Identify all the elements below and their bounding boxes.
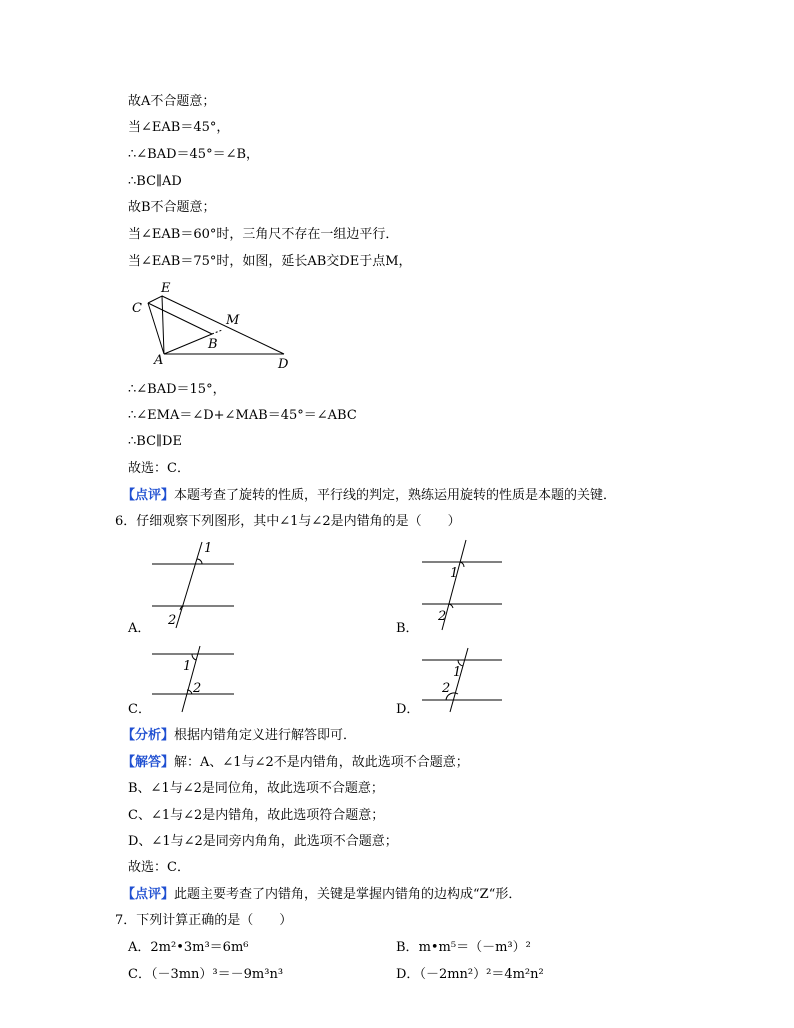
q6-analysis [122, 726, 356, 746]
after-figure-line-3: ∴BC∥DE [128, 434, 182, 449]
analysis-text: 根据内错角定义进行解答即可． [174, 728, 357, 743]
q7-a-text: 2m²•3m³＝6m⁶ [150, 940, 249, 955]
comment-prev [122, 486, 616, 506]
q7-d-text: （－2mn²）²＝4m²n² [419, 967, 544, 982]
q6-option-a-figure [150, 538, 240, 630]
solution-line-1: 故A不合题意； [128, 94, 216, 109]
q6-comment-tag: 【点评】 [122, 887, 175, 902]
answer-line-4: D、∠1与∠2是同旁内角角，此选项不合题意； [128, 834, 398, 849]
q6-option-d[interactable]: D． [396, 702, 420, 717]
answer-line-2: B、∠1与∠2是同位角，故此选项不合题意； [128, 781, 384, 796]
solution-line-3: ∴∠BAD＝45°＝∠B， [128, 147, 260, 162]
label-B: B [208, 337, 218, 352]
q6-a-label-1: 1 [204, 541, 213, 556]
q7-a-letter: A． [128, 940, 151, 955]
q6-option-c-figure [150, 644, 240, 714]
comment-tag: 【点评】 [122, 488, 175, 503]
q6-c-label-1: 1 [183, 659, 192, 674]
label-E: E [161, 281, 171, 296]
q6-option-b-figure [420, 536, 510, 632]
triangle-figure [126, 278, 296, 374]
q7-d-letter: D． [396, 967, 420, 982]
solution-line-7: 当∠EAB＝75°时，如图，延长AB交DE于点M， [128, 254, 412, 269]
q7-question: 7．下列计算正确的是（ ） [115, 913, 293, 928]
answer-line-1: 解：A、∠1与∠2不是内错角，故此选项不合题意； [174, 755, 469, 770]
label-A: A [154, 353, 164, 368]
q7-c-text: （－3mn）³＝－9m³n³ [150, 967, 284, 982]
q6-option-b[interactable]: B． [396, 621, 419, 636]
q6-option-c[interactable]: C． [128, 702, 151, 717]
q7-b-letter: B． [396, 940, 419, 955]
label-M: M [226, 313, 240, 328]
q6-c-label-2: 2 [193, 681, 202, 696]
answer-line-5: 故选：C． [128, 860, 190, 875]
analysis-tag: 【分析】 [122, 728, 175, 743]
solution-line-6: 当∠EAB＝60°时，三角尺不存在一组边平行． [128, 227, 399, 242]
answer-line-3: C、∠1与∠2是内错角，故此选项符合题意； [128, 808, 385, 823]
label-D: D [278, 357, 289, 372]
q7-c-letter: C． [128, 967, 151, 982]
q6-option-d-figure [420, 644, 510, 714]
label-C: C [132, 301, 142, 316]
q7-option-a[interactable] [128, 938, 249, 958]
after-figure-line-4: 故选：C． [128, 461, 190, 476]
q6-comment-text: 此题主要考查了内错角，关键是掌握内错角的边构成“Z“形． [174, 887, 522, 902]
q7-option-d[interactable] [396, 965, 544, 985]
q7-b-text: m•m⁵＝（－m³）² [418, 940, 531, 955]
after-figure-line-1: ∴∠BAD＝15°， [128, 382, 226, 397]
solution-line-5: 故B不合题意； [128, 200, 216, 215]
q6-question: 6．仔细观察下列图形，其中∠1与∠2是内错角的是（ ） [115, 514, 461, 529]
q6-answer [122, 753, 469, 773]
solution-line-4: ∴BC∥AD [128, 174, 182, 189]
q6-b-label-2: 2 [438, 609, 447, 624]
q7-option-c[interactable] [128, 965, 283, 985]
comment-text: 本题考查了旋转的性质，平行线的判定，熟练运用旋转的性质是本题的关键． [174, 488, 617, 503]
q6-b-label-1: 1 [450, 566, 459, 581]
q6-comment [122, 885, 521, 905]
q6-d-label-1: 1 [453, 665, 462, 680]
answer-tag: 【解答】 [122, 755, 175, 770]
q7-option-b[interactable] [396, 938, 531, 958]
q6-a-label-2: 2 [168, 613, 177, 628]
after-figure-line-2: ∴∠EMA＝∠D+∠MAB＝45°＝∠ABC [128, 408, 357, 423]
solution-line-2: 当∠EAB＝45°， [128, 120, 230, 135]
q6-d-label-2: 2 [442, 681, 451, 696]
q6-option-a[interactable]: A． [128, 621, 151, 636]
